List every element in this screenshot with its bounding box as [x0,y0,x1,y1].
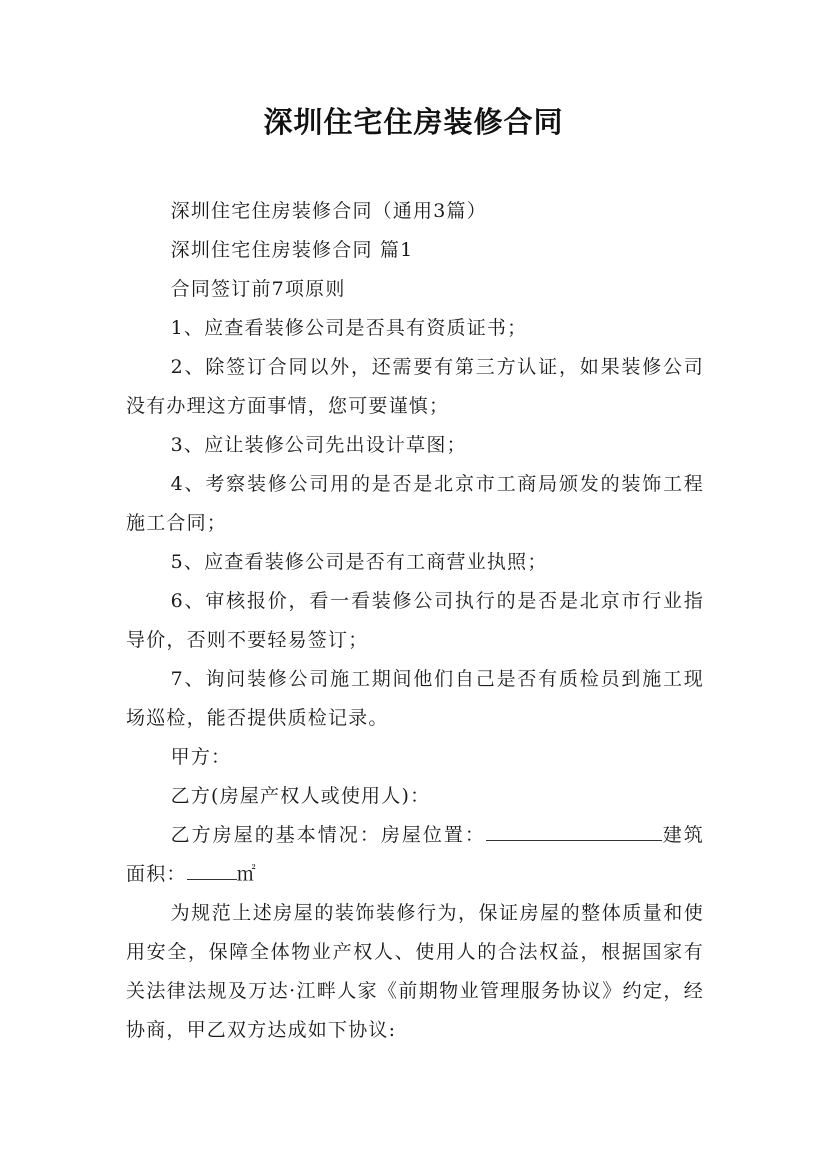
paragraph-principle-5: 5、应查看装修公司是否有工商营业执照； [170,551,548,573]
building-area-label: 建筑面积： [126,824,704,885]
paragraph-principle-7: 7、询问装修公司施工期间他们自己是否有质检员到施工现场巡检，能否提供质检记录。 [126,668,704,729]
paragraph-part-heading: 深圳住宅住房装修合同 篇1 [170,239,414,261]
paragraph-principle-6: 6、审核报价，看一看装修公司执行的是否是北京市行业指导价，否则不要轻易签订； [126,590,704,651]
paragraph-property-info [126,816,704,894]
area-unit: ㎡ [236,863,257,885]
building-area-blank [187,855,237,880]
paragraph-subtitle: 深圳住宅住房装修合同（通用3篇） [170,200,487,222]
paragraph-principle-2: 2、除签订合同以外，还需要有第三方认证，如果装修公司没有办理这方面事情，您可要谨慎； [126,356,704,417]
paragraph-principle-1: 1、应查看装修公司是否具有资质证书； [170,317,528,339]
property-location-blank [486,816,662,841]
paragraph-party-b: 乙方(房屋产权人或使用人)： [170,785,431,807]
document-title: 深圳住宅住房装修合同 [263,105,564,139]
property-location-label: 乙方房屋的基本情况：房屋位置： [170,824,486,846]
document-body [126,192,704,1050]
paragraph-principle-4: 4、考察装修公司用的是否是北京市工商局颁发的装饰工程施工合同； [126,473,704,534]
paragraph-principle-3: 3、应让装修公司先出设计草图； [170,434,467,456]
paragraph-closing: 为规范上述房屋的装饰装修行为，保证房屋的整体质量和使用安全，保障全体物业产权人、使用人的合法权益，根据国家有关法律法规及万达·江畔人家《前期物业管理服务协议》约定，经协商，甲乙双方达成如下协议: [126,902,704,1041]
paragraph-principles-heading: 合同签订前7项原则 [170,278,346,300]
paragraph-party-a: 甲方： [170,746,232,768]
